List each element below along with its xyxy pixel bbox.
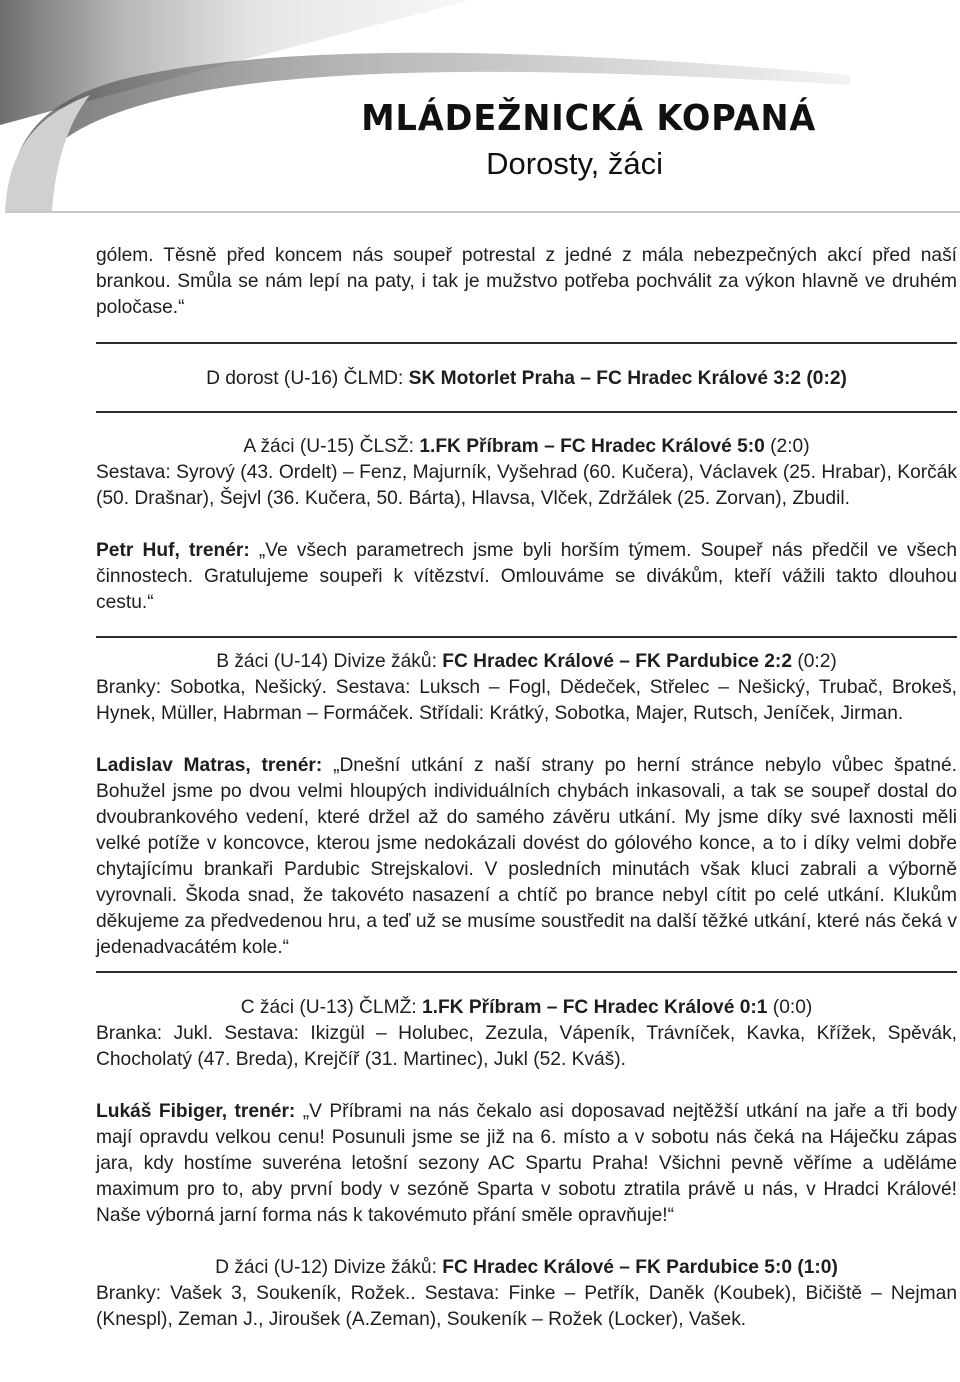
coach-quote: „V Příbrami na nás čekalo asi doposavad nejtěžší utkání na jaře a tři body mají opravdu velkou cenu! Posunuli jsme se již na 6. místo a v sobotu nás čeká na Háječku zápas jara, kdy hostíme suveréna letošní sezony AC Spartu Praha! Všichni pevně věříme a uděláme maximum pro to, aby první body v sezóně Sparta v sobotu ztratila právě u nás, v Hradci Králové! Naše výborná jarní forma nás k takovémuto přání směle opravňuje!“ (96, 1101, 957, 1226)
lineup-zaci-b: Branky: Sobotka, Nešický. Sestava: Luksch – Fogl, Dědeček, Střelec – Nešický, Trubač, Brokeš, Hynek, Müller, Habrman – Formáček. Střídali: Krátký, Sobotka, Majer, Rutsch, Jeníček, Jirman. (96, 677, 957, 724)
match-result: FC Hradec Králové – FK Pardubice 5:0 (1:0) (442, 1257, 838, 1278)
match-result: 1.FK Příbram – FC Hradec Králové 5:0 (419, 436, 765, 457)
match-heading-zaci-c (96, 995, 957, 1021)
match-heading-zaci-d (96, 1255, 957, 1281)
match-heading-zaci-a (96, 434, 957, 460)
match-result: FC Hradec Králové – FK Pardubice 2:2 (442, 651, 792, 672)
coach-quote: „Ve všech parametrech jsme byli horším týmem. Soupeř nás předčil ve všech činnostech. Gratulujeme soupeři k vítězství. Omlouváme se divákům, kteří vážili takto dlouhou cestu.“ (96, 540, 957, 613)
coach-name: Petr Huf, trenér: (96, 540, 250, 561)
page-header (0, 0, 960, 215)
divider (96, 971, 957, 973)
intro-paragraph: gólem. Těsně před koncem nás soupeř potrestal z jedné z mála nebezpečných akcí před naší brankou. Smůla se nám lepí na paty, i tak je mužstvo potřeba pochválit za výkon hlavně ve druhém poločase.“ (96, 245, 957, 318)
category-label: C žáci (U-13) ČLMŽ: (240, 997, 422, 1018)
divider (96, 411, 957, 413)
category-label: D žáci (U-12) Divize žáků: (215, 1257, 443, 1278)
divider (96, 342, 957, 344)
lineup-zaci-c: Branka: Jukl. Sestava: Ikizgül – Holubec, Zezula, Vápeník, Trávníček, Kavka, Křížek, Spěvák, Chocholatý (47. Breda), Krejčíř (31. Martinec), Jukl (52. Kváš). (96, 1023, 957, 1070)
coach-quote: „Dnešní utkání z naší strany po herní stránce nebylo vůbec špatné. Bohužel jsme po dvou velmi hloupých individuálních chybách inkasovali, a tak se soupeř dostal do dvoubrankového vedení, které držel až do samého závěru utkání. My jsme díky své laxnosti měli velké potíže v koncovce, kterou jsme nedokázali dovést do gólového konce, a to i díky velmi dobře chytajícímu brankaři Pardubic Strejskalovi. V posledních minutách však kluci zabrali a výborně vyrovnali. Škoda snad, že takovéto nasazení a chtíč po brance nebyl cítit po celé utkání. Klukům děkujeme za předvedenou hru, a teď už se musíme soustředit na další těžké utkání, které nás čeká v jedenadvacátém kole.“ (96, 755, 957, 958)
match-heading-zaci-b (96, 649, 957, 675)
coach-comment-zaci-a (96, 538, 957, 616)
category-label: A žáci (U-15) ČLSŽ: (243, 436, 420, 457)
match-result: 1.FK Příbram – FC Hradec Králové 0:1 (421, 997, 768, 1018)
coach-name: Lukáš Fibiger, trenér: (96, 1101, 296, 1122)
match-heading-dorost-d (96, 366, 957, 392)
lineup-zaci-a: Sestava: Syrový (43. Ordelt) – Fenz, Majurník, Vyšehrad (60. Kučera), Václavek (25. Hrabar), Korčák (50. Drašnar), Šejvl (36. Kučera, 50. Bárta), Hlavsa, Vlček, Zdržálek (25. Zorvan), Zbudil. (96, 462, 957, 509)
divider (96, 636, 957, 638)
coach-name: Ladislav Matras, trenér: (96, 755, 323, 776)
halftime-score: (0:0) (767, 997, 813, 1018)
match-result: SK Motorlet Praha – FC Hradec Králové 3:2 (0:2) (408, 368, 847, 389)
halftime-score: (0:2) (792, 651, 837, 672)
category-label: D dorost (U-16) ČLMD: (206, 368, 409, 389)
halftime-score: (2:0) (764, 436, 810, 457)
category-label: B žáci (U-14) Divize žáků: (216, 651, 443, 672)
coach-comment-zaci-b (96, 753, 957, 961)
lineup-zaci-d: Branky: Vašek 3, Soukeník, Rožek.. Sestava: Finke – Petřík, Daněk (Koubek), Bičiště – Nejman (Knespl), Zeman J., Jiroušek (A.Zeman), Soukeník – Rožek (Locker), Vašek. (96, 1283, 957, 1330)
article-body (96, 243, 957, 1333)
coach-comment-zaci-c (96, 1099, 957, 1229)
section-title: MLÁDEŽNICKÁ KOPANÁ (360, 98, 816, 139)
section-subtitle: Dorosty, žáci (486, 146, 663, 181)
